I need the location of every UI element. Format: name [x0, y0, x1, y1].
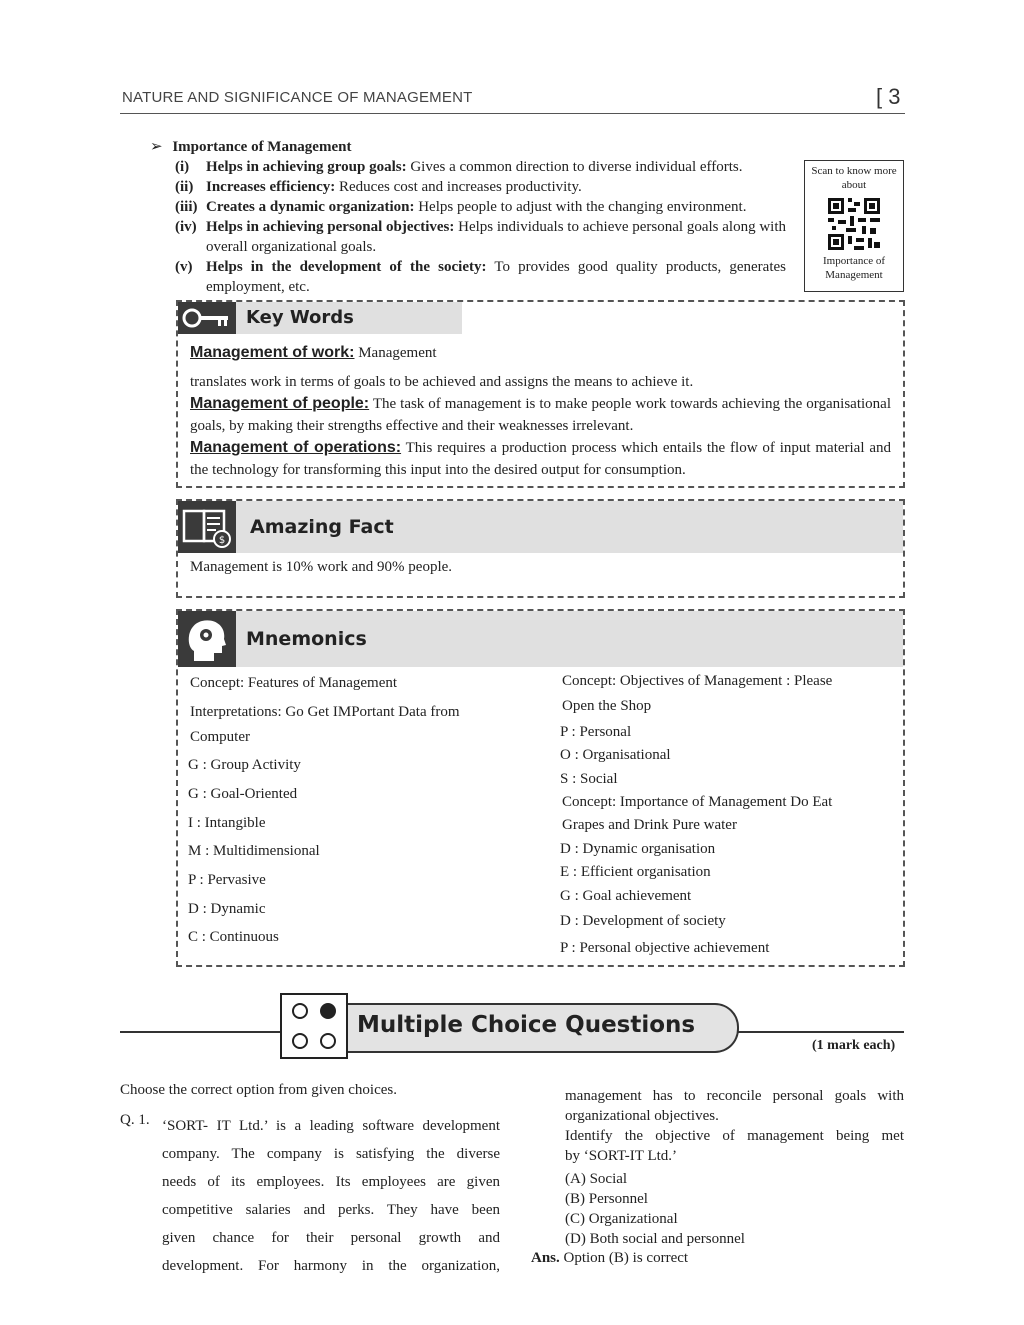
option-d: (D) Both social and personnel [565, 1231, 745, 1247]
amazing-fact-box [176, 499, 905, 598]
answer-line: Ans. Option (B) is correct [531, 1250, 689, 1266]
key-words-box [176, 300, 905, 488]
mnemonic-line: M : Multidimensional [188, 843, 320, 859]
amazing-fact-title: Amazing Fact [250, 516, 394, 538]
mnemonic-line: G : Group Activity [188, 757, 301, 773]
option-b: (B) Personnel [565, 1191, 648, 1207]
options-grid-icon [280, 993, 348, 1059]
brain-head-icon [178, 611, 236, 667]
mnemonic-line: Concept: Importance of Management Do Eat [562, 794, 833, 810]
mnemonic-line: Open the Shop [562, 698, 652, 714]
mcq-title: Multiple Choice Questions [357, 1012, 696, 1038]
key-icon [178, 302, 236, 334]
qr-code-icon [826, 196, 882, 252]
mnemonic-line: P : Personal objective achievement [560, 940, 770, 956]
instruction-text: Choose the correct option from given choices. [120, 1082, 398, 1098]
mnemonic-line: Concept: Objectives of Management : Please [562, 673, 833, 689]
qr-caption-bottom: Importance of Management [823, 255, 885, 281]
mnemonic-line: Interpretations: Go Get IMPortant Data from [190, 704, 460, 720]
mnemonic-line: G : Goal-Oriented [188, 786, 298, 802]
key-words-title: Key Words [246, 307, 354, 328]
question-text-right: management has to reconcile personal goals with organizational objectives. Identify the objective of management being met by ‘SORT-IT Ltd.’ [565, 1088, 904, 1164]
mnemonic-line: S : Social [560, 771, 618, 787]
mnemonic-line: O : Organisational [560, 747, 671, 763]
keyword-entry: Management of operations: This requires a production process which entails the flow of input material and the technology for transforming this input into the desired output for consumption. [190, 439, 891, 478]
option-c: (C) Organizational [565, 1211, 678, 1227]
amazing-fact-text: Management is 10% work and 90% people. [190, 559, 453, 575]
mnemonics-title: Mnemonics [246, 628, 367, 650]
section-rule-right [738, 1031, 904, 1033]
mnemonic-line: P : Pervasive [188, 872, 266, 888]
mnemonic-line: Computer [190, 729, 250, 745]
mnemonic-line: Grapes and Drink Pure water [562, 817, 737, 833]
answer-options [565, 1169, 745, 1249]
mnemonic-line: P : Personal [560, 724, 632, 740]
mnemonic-line: D : Development of society [560, 913, 726, 929]
mnemonic-line: C : Continuous [188, 929, 279, 945]
keyword-entry: Management of people: The task of management is to make people work towards achieving the organisational goals, by making their strengths effective and their weaknesses irrelevant. [190, 395, 891, 434]
arrow-bullet-icon: ➢ [150, 139, 163, 155]
page-number: [ 3 [876, 84, 901, 109]
keyword-entry: Management of work: Management [190, 344, 437, 361]
option-a: (A) Social [565, 1171, 628, 1187]
importance-heading: ➢ Importance of Management [150, 139, 352, 155]
document-icon [178, 501, 236, 553]
mnemonic-line: Concept: Features of Management [190, 675, 398, 691]
question-text-left: ‘SORT- IT Ltd.’ is a leading software development company. The company is satisfying the diverse needs of its employees. Its employees are given competitive salaries and perks. They have been given chance for their personal growth and development. For harmony in the organization, [162, 1118, 500, 1274]
qr-code-box[interactable] [804, 160, 904, 292]
question-number: Q. 1. [120, 1112, 150, 1128]
header-rule [120, 113, 905, 114]
importance-list: (i) Helps in achieving group goals: Gives a common direction to diverse individual efforts. (ii) Increases efficiency: Reduces cost and increases productivity. (iii) Creates a dynamic organization: Helps people to adjust with the changing environment. (iv) Helps in achieving personal objectives: Helps individuals to achieve personal goals along with overall organizational goals. (v) Helps in the development of the society: To provides good quality products, generates employment, etc. [175, 159, 786, 295]
mnemonic-line: E : Efficient organisation [560, 864, 711, 880]
mnemonic-line: D : Dynamic organisation [560, 841, 716, 857]
qr-caption-top: Scan to know more about [811, 165, 897, 191]
mnemonic-line: D : Dynamic [188, 901, 266, 917]
key-words-content [190, 342, 891, 481]
section-rule-left [120, 1031, 285, 1033]
running-header: NATURE AND SIGNIFICANCE OF MANAGEMENT [122, 89, 473, 106]
marks-note: (1 mark each) [812, 1038, 896, 1053]
mnemonics-box [176, 609, 905, 967]
mnemonic-line: G : Goal achievement [560, 888, 692, 904]
mnemonic-line: I : Intangible [188, 815, 266, 831]
keyword-entry-continued: translates work in terms of goals to be achieved and assigns the means to achieve it. [190, 374, 694, 390]
svg-text:$: $ [218, 535, 226, 546]
